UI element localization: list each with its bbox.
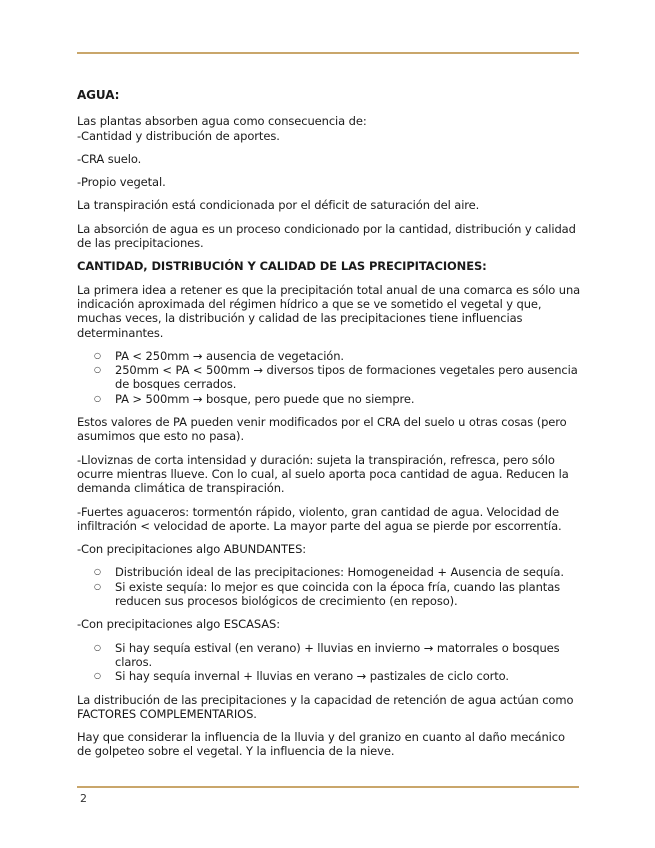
list-item: ○ Si existe sequía: lo mejor es que coincida con la época fría, cuando las plantas reducen sus procesos biológicos de crecimiento (en reposo).: [77, 580, 582, 609]
paragraph-propio: -Propio vegetal.: [77, 175, 166, 190]
paragraph-valores: Estos valores de PA pueden venir modificados por el CRA del suelo u otras cosas (pero asumimos que esto no pasa).: [77, 415, 567, 444]
paragraph-distribucion: La distribución de las precipitaciones y la capacidad de retención de agua actúan como FACTORES COMPLEMENTARIOS.: [77, 692, 574, 721]
intro-line-1: Las plantas absorben agua como consecuencia de:: [77, 114, 367, 129]
page-number: 2: [80, 792, 87, 805]
footer-rule: [77, 786, 579, 788]
section-title: CANTIDAD, DISTRIBUCIÓN Y CALIDAD DE LAS PRECIPITACIONES:: [77, 259, 487, 274]
paragraph-absorcion: La absorción de agua es un proceso condicionado por la cantidad, distribución y calidad de las precipitaciones.: [77, 221, 576, 251]
paragraph-lloviznas: -Lloviznas de corta intensidad y duración: sujeta la transpiración, refresca, pero sólo ocurre mientras llueve. Con lo cual, al suelo aporta poca cantidad de agua. Reducen la demanda climática de transpiración.: [77, 452, 569, 496]
list-item: ○ PA < 250mm → ausencia de vegetación.: [77, 349, 582, 363]
paragraph-transpiracion: La transpiración está condicionada por el déficit de saturación del aire.: [77, 198, 480, 213]
list-item: ○ PA > 500mm → bosque, pero puede que no siempre.: [77, 392, 582, 406]
list-pa: [77, 349, 582, 406]
list-escasas: [77, 641, 582, 684]
paragraph-abundantes: -Con precipitaciones algo ABUNDANTES:: [77, 542, 307, 557]
header-rule: [77, 52, 579, 54]
list-item: ○ 250mm < PA < 500mm → diversos tipos de formaciones vegetales pero ausencia de bosques cerrados.: [77, 363, 582, 392]
paragraph-escasas: -Con precipitaciones algo ESCASAS:: [77, 617, 280, 632]
paragraph-primera-idea: La primera idea a retener es que la precipitación total anual de una comarca es sólo una indicación aproximada del régimen hídrico a que se ve sometido el vegetal y que, muchas veces, la distribución y calidad de las precipitaciones tiene influencias determinantes.: [77, 282, 581, 340]
list-abundantes: [77, 565, 582, 608]
paragraph-granizo: Hay que considerar la influencia de la lluvia y del granizo en cuanto al daño mecánico de golpeteo sobre el vegetal. Y la influencia de la nieve.: [77, 730, 565, 759]
page-title: AGUA:: [77, 88, 120, 102]
paragraph-fuertes: -Fuertes aguaceros: tormentón rápido, violento, gran cantidad de agua. Velocidad de infiltración < velocidad de aporte. La mayor parte del agua se pierde por escorrentía.: [77, 504, 562, 533]
document-body: [77, 88, 582, 768]
intro-line-2: -Cantidad y distribución de aportes.: [77, 128, 280, 143]
paragraph-cra: -CRA suelo.: [77, 151, 142, 166]
list-item: ○ Si hay sequía estival (en verano) + lluvias en invierno → matorrales o bosques claros.: [77, 641, 582, 670]
list-item: ○ Si hay sequía invernal + lluvias en verano → pastizales de ciclo corto.: [77, 669, 582, 683]
list-item: ○ Distribución ideal de las precipitaciones: Homogeneidad + Ausencia de sequía.: [77, 565, 582, 579]
